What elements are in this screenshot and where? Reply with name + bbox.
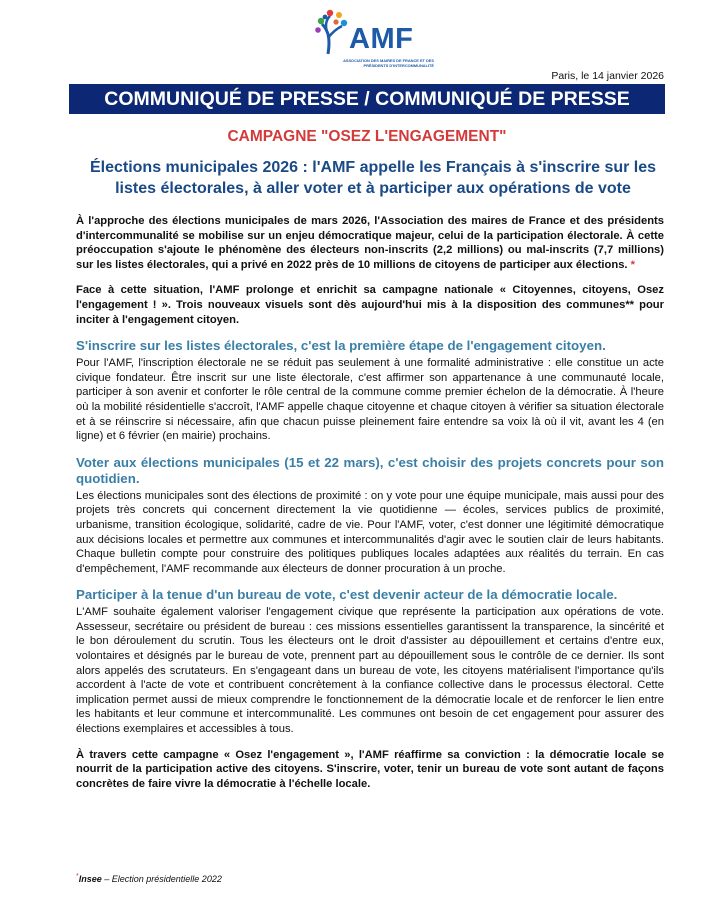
intro-text: À l'approche des élections municipales de mars 2026, l'Association des maires de France et des présidents d'intercommunalité se mobilise sur un enjeu démocratique majeur, celui de la participation électorale. À cette préoccupation s'ajoute le phénomène des électeurs non-inscrits (2,2 millions) ou mal-inscrits (7,7 millions) sur les listes électorales, qui a privé en 2022 près de 10 millions de citoyens de participer aux élections.: [76, 215, 664, 271]
paragraph-situation: Face à cette situation, l'AMF prolonge et enrichit sa campagne nationale « Citoyennes, citoyens, Osez l'engagement ! ». Trois nouveaux visuels sont dès aujourd'hui mis à la disposition des communes** pour inciter à l'engagement citoyen.: [76, 284, 664, 326]
footnote-text: – Election présidentielle 2022: [101, 874, 222, 884]
people-tree-icon: [314, 8, 354, 56]
intro-footnote-marker: *: [630, 258, 636, 271]
section-text: Les élections municipales sont des élections de proximité : on y vote pour une équipe municipale, mais aussi pour des projets très concrets qui concernent directement la vie quotidienne — écoles, services publics de proximité, urbanisme, transition écologique, solidarité, cadre de vie. Pour l'AMF, voter, c'est donner une légitimité démocratique aux décisions locales et permettre aux communes et intercommunalités d'agir avec le soutien clair de leurs habitants. Chaque bulletin compte pour construire des politiques publiques locales adaptées aux réalités du terrain. En cas d'empêchement, l'AMF recommande aux électeurs de donner procuration à un proche.: [76, 489, 664, 575]
logo-wordmark: AMF: [349, 23, 414, 55]
section-text: L'AMF souhaite également valoriser l'engagement civique que représente la participation aux opérations de vote. Assesseur, secrétaire ou président de bureau : ces missions essentielles garantissent la transparence, la sincérité et le bon déroulement du scrutin. Tous les électeurs ont le droit d'assister au dépouillement et certains d'entre eux, volontaires et désignés par le bureau de vote, prennent part au dépouillement sous le contrôle de ce dernier. Ils sont alors appelés des scrutateurs. En s'engageant dans un bureau de vote, les citoyens matérialisent l'importance qu'ils accordent à l'acte de vote et contribuent concrètement à la confiance collective dans le processus électoral. Cette implication permet aussi de mieux comprendre le fonctionnement de la démocratie locale et de renforcer le lien entre les habitants et leur commune et intercommunalité. Les communes ont besoin de cet engagement pour assurer des élections exemplaires et accessibles à tous.: [76, 606, 664, 736]
footnote: [76, 873, 222, 884]
section-bureau-de-vote: [76, 587, 664, 736]
section-voter: [76, 455, 664, 577]
press-banner: COMMUNIQUÉ DE PRESSE / COMMUNIQUÉ DE PRESSE: [69, 84, 665, 114]
section-title: Participer à la tenue d'un bureau de vote, c'est devenir acteur de la démocratie locale.: [76, 587, 618, 603]
logo-subtitle: ASSOCIATION DES MAIRES DE FRANCE ET DES PRÉSIDENTS D'INTERCOMMUNALITÉ: [343, 58, 434, 68]
campaign-title: CAMPAGNE "OSEZ L'ENGAGEMENT": [227, 128, 507, 145]
amf-logo: [314, 8, 434, 68]
intro-paragraph: [76, 214, 664, 272]
headline: Élections municipales 2026 : l'AMF appelle les Français à s'inscrire sur les listes électorales, à aller voter et à participer aux opérations de vote: [89, 159, 657, 197]
release-date: Paris, le 14 janvier 2026: [551, 70, 664, 82]
section-inscription: [76, 338, 664, 444]
body-text: [76, 214, 664, 802]
section-title: S'inscrire sur les listes électorales, c'est la première étape de l'engagement citoyen.: [76, 338, 606, 354]
section-text: Pour l'AMF, l'inscription électorale ne se réduit pas seulement à une formalité administrative : elle constitue un acte civique fondateur. Être inscrit sur une liste électorale, c'est affirmer son appartenance à une communauté locale, participer à son avenir et conforter le rôle central de la commune comme premier échelon de la démocratie. À l'heure où la mobilité résidentielle s'accroît, l'AMF appelle chaque citoyenne et chaque citoyen à vérifier sa situation électorale et à se réinscrire si nécessaire, afin que chacun puisse pleinement faire entendre sa voix là où il vit, avant les 4 (en ligne) et 6 février (en mairie) prochains.: [76, 357, 664, 443]
footnote-marker: *: [76, 873, 79, 880]
footnote-source: Insee: [78, 874, 102, 884]
section-title: Voter aux élections municipales (15 et 22 mars), c'est choisir des projets concrets pour son quotidien.: [76, 454, 664, 486]
conclusion-paragraph: À travers cette campagne « Osez l'engagement », l'AMF réaffirme sa conviction : la démocratie locale se nourrit de la participation active des citoyens. S'inscrire, voter, tenir un bureau de vote sont autant de façons concrètes de faire vivre la démocratie à l'échelle locale.: [76, 748, 664, 790]
